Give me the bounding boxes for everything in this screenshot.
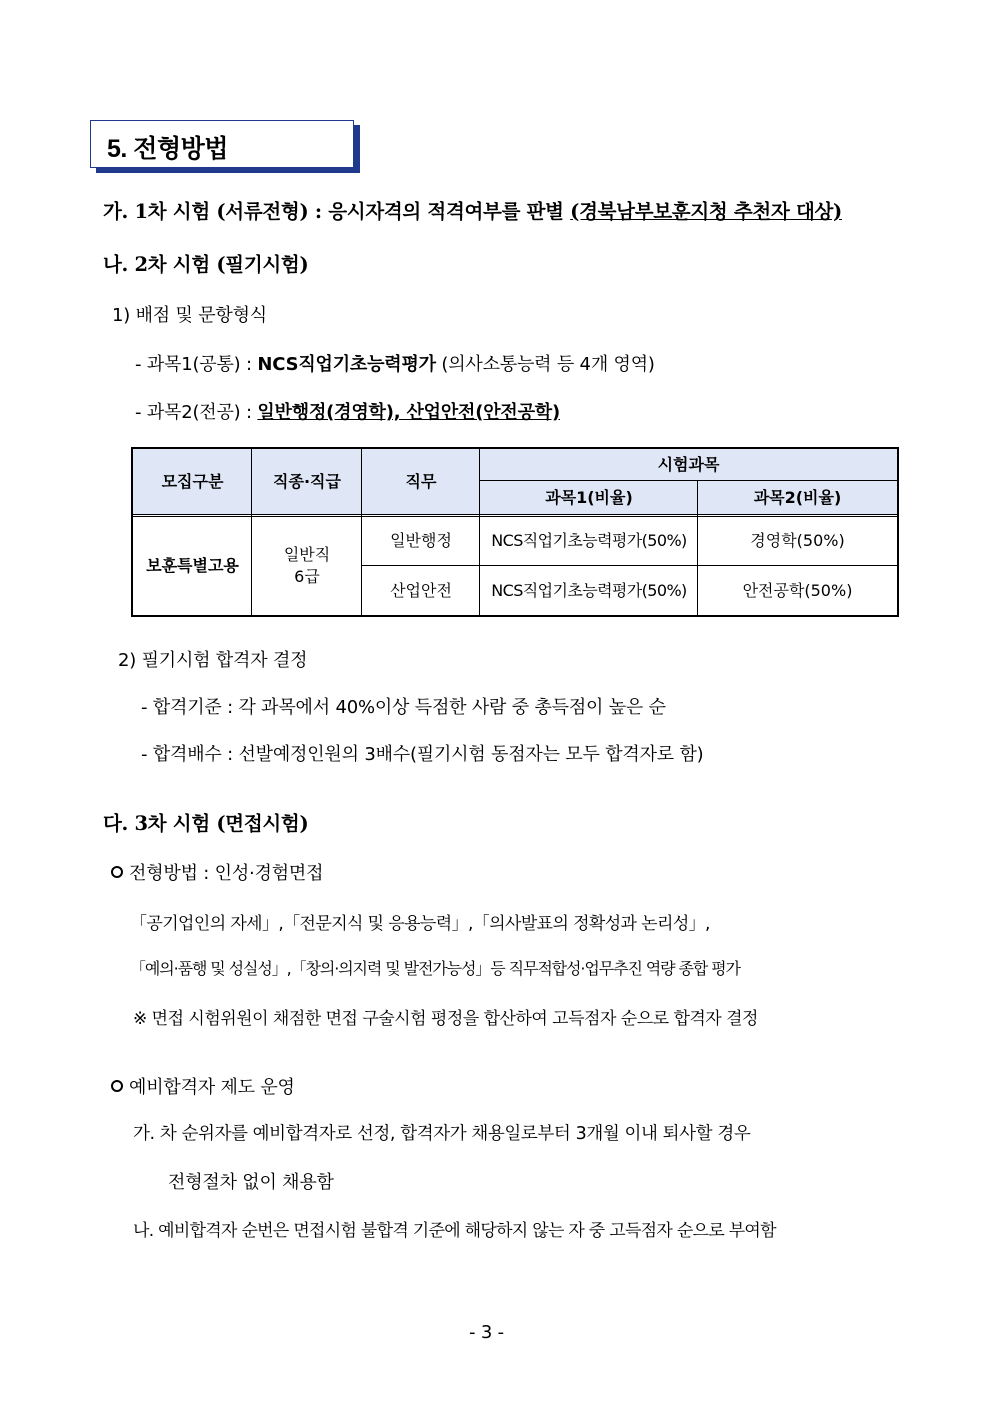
subject2-label: - 과목2(전공) : — [135, 402, 258, 423]
th-subjects: 시험과목 — [480, 449, 897, 480]
table-divider — [479, 449, 480, 615]
reserve-title: 예비합격자 제도 운영 — [129, 1077, 295, 1098]
th-subject1: 과목1(비율) — [480, 480, 698, 515]
method-text: 전형방법 : 인성·경험면접 — [129, 863, 324, 884]
na-item2: 2) 필기시험 합격자 결정 — [118, 650, 308, 671]
table-divider — [362, 565, 897, 566]
subject1-line — [135, 350, 655, 376]
th-subject2: 과목2(비율) — [698, 480, 897, 515]
td-subject1-row1: NCS직업기초능력평가(50%) — [491, 531, 687, 551]
ga-line — [103, 196, 842, 224]
criteria2: - 합격배수 : 선발예정인원의 3배수(필기시험 동점자는 모두 합격자로 함) — [141, 744, 704, 765]
da-heading: 다. 3차 시험 (면접시험) — [103, 812, 309, 835]
ga-underlined: (경북남부보훈지청 추천자 대상) — [570, 200, 842, 223]
th-duty: 직무 — [362, 449, 480, 515]
td-category: 보훈특별고용 — [146, 556, 239, 576]
td-subject2-row2: 안전공학(50%) — [742, 580, 853, 600]
td-duty-row2: 산업안전 — [390, 580, 452, 600]
criteria1: - 합격기준 : 각 과목에서 40%이상 득점한 사람 중 총득점이 높은 순 — [141, 697, 666, 718]
table-divider — [361, 449, 362, 615]
circle-bullet-icon — [111, 866, 123, 878]
reserve1-cont: 전형절차 없이 채용함 — [168, 1172, 334, 1193]
td-job-grade — [252, 517, 362, 615]
td-job-grade-line2: 6급 — [294, 567, 320, 586]
th-category: 모집구분 — [133, 449, 252, 515]
na-item1: 1) 배점 및 문항형식 — [112, 305, 267, 326]
page-number: - 3 - — [469, 1322, 504, 1343]
circle-bullet-icon — [111, 1080, 123, 1092]
ga-prefix: 가. 1차 시험 (서류전형) : 응시자격의 적격여부를 판별 — [103, 200, 571, 223]
subject2-line — [135, 398, 560, 424]
na-heading: 나. 2차 시험 (필기시험) — [103, 253, 309, 276]
method-line — [111, 859, 323, 885]
table-divider — [697, 480, 698, 615]
table-divider — [480, 480, 897, 481]
da-line1: 「공기업인의 자세」,「전문지식 및 응용능력」,「의사발표의 정확성과 논리성」, — [130, 914, 710, 934]
section-title: 5. 전형방법 — [107, 135, 228, 163]
td-job-grade-line1: 일반직 — [283, 545, 331, 565]
reserve-title-line — [111, 1073, 295, 1099]
section-title-box — [90, 120, 354, 168]
td-subject1-row2: NCS직업기초능력평가(50%) — [491, 580, 687, 600]
table-divider — [133, 514, 897, 515]
table-divider — [133, 516, 897, 517]
reserve2: 나. 예비합격자 순번은 면접시험 불합격 기준에 해당하지 않는 자 중 고득점자 순으로 부여함 — [133, 1221, 776, 1241]
table-divider — [251, 449, 252, 615]
exam-subject-table — [131, 447, 899, 617]
subject1-bold: NCS직업기초능력평가 — [257, 354, 436, 375]
da-line2: 「예의·품행 및 성실성」,「창의·의지력 및 발전가능성」등 직무적합성·업무추진 역량 종합 평가 — [130, 959, 740, 978]
da-note: ※ 면접 시험위원이 채점한 면접 구술시험 평정을 합산하여 고득점자 순으로 합격자 결정 — [133, 1009, 758, 1029]
subject1-rest: (의사소통능력 등 4개 영역) — [435, 354, 655, 375]
th-job-grade: 직종·직급 — [252, 449, 362, 515]
td-subject2-row1: 경영학(50%) — [750, 531, 845, 551]
subject1-label: - 과목1(공통) : — [135, 354, 258, 375]
td-duty-row1: 일반행정 — [390, 531, 452, 551]
subject2-underlined: 일반행정(경영학), 산업안전(안전공학) — [257, 402, 561, 423]
reserve1: 가. 차 순위자를 예비합격자로 선정, 합격자가 채용일로부터 3개월 이내 퇴사할 경우 — [133, 1124, 751, 1144]
